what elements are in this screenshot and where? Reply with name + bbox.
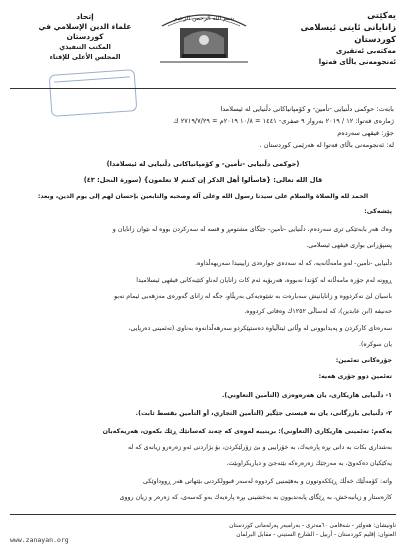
header-left-line1: إتحاد	[76, 12, 94, 21]
header-left-line3: المكتب التنفيذي	[59, 43, 111, 51]
union-logo-icon	[154, 4, 254, 64]
type-item-2: ٢- دڵنیایی بازرگانی، یان بە قیستی جێگیر (التأمین التجاري، أو التأمین بقسط ثابت).	[135, 410, 392, 417]
meta-subject: بابەت: حوكمی دڵنیایی -تأمین- و كۆمپانیاكانی دڵنیایی لە ئیسلامدا	[220, 105, 394, 113]
header-right-line2: زانایانی ئاینی ئیسلامی كوردستان	[300, 23, 396, 45]
header-divider	[10, 88, 396, 89]
header-right-line1: یەکێتی	[367, 11, 396, 21]
paragraph-line: سەرەتای كاركردن و پەیدابوونی لە وڵاتی ئیتاڵیاوە دەستپێكردو سەرهەڵدانەوە بەناوی (تەئمینی دەریایی،	[128, 325, 392, 332]
quran-verse: قال الله تعالی: {فاسألوا أهل الذكر إن كنتم لا تعلمون} (سورة النحل: ٤٣)	[83, 176, 323, 184]
logo-basmala: بسم الله الرحمن الرحيم	[173, 15, 235, 22]
meta-fatwa-number: ژمارەی فەتوا: ١٢ / ٢٠١٩ بەروار ٩ صفرى- ١٤٤١ = ١٠/٨ ٢٠١٩م = ٢٧١٩/٧/٢٩ ك	[173, 117, 394, 125]
paragraph-line: یان سوكرە).	[358, 341, 392, 348]
footer-address	[229, 522, 396, 540]
official-stamp	[49, 69, 138, 117]
types-heading: جۆرەكانی تەئمین:	[335, 357, 392, 364]
header-left-block	[30, 12, 140, 62]
footer-divider	[10, 514, 396, 515]
types-intro: تەئمین دوو جۆری هەیە:	[318, 373, 392, 380]
header-left-line4: المجلس الأعلى للإفتاء	[49, 53, 121, 61]
header-right-block	[276, 10, 396, 68]
paragraph-line: دڵنیایی -تأمین- لەو مامەڵانەیە، كە لە سەدەی جوارەدی زایینیدا سەریهەڵداوە.	[195, 260, 392, 267]
header-left-line2: علماء الدين الإسلامي في كوردستان	[38, 22, 132, 41]
footer-address-arabic: العنوان: إقليم كوردستان - أربيل - الشارع الستيني - مقابل البرلمان	[236, 532, 396, 538]
paragraph-line: پسپۆڕانی بواری فیقهی ئیسلامی.	[306, 242, 392, 249]
hamd-line: الحمد لله والصلاة والسلام على سيدنا رسول الله وعلى آله وصحبه والتابعين بإحسان لهم إلى يوم الدين، وبعد:	[37, 193, 369, 200]
meta-from: لە: ئەنجومەنی باڵای فەتوا لە هەرێمی كوردستان .	[259, 141, 394, 149]
type1-line: یەكێكیان دەكەوێ، بە مەرجێك زەرەرەكە بێتەجێ و دیاریكراوبێت.	[226, 460, 392, 467]
type1-line: كارەستار و زیانبەخش، بە ڕێگای پابەندبوون بە بەخشینی بڕە پارەیەك بەو كەسەی، كە زەرەر و زیان رووی	[119, 494, 392, 501]
website-link[interactable]: www.zanayan.org	[10, 536, 69, 544]
paragraph-line: وەك هەر بابەتێكی تری سەردەم، دڵنیایی -تأمین- جێگای مشتومڕ و قسە لە سەركردن بووە لە نێوان زانایان و	[112, 226, 392, 233]
paragraph-line: ڕوونە لەم جۆرە مامەڵانە لە كۆندا نەبووە، هەربۆیە ئەم كات زانایان لەناو كتێبەكانی فیقهی ئیسلامیدا	[136, 277, 392, 284]
type1-heading: یەكەم: تەئمینی هاریكاری (التعاوني): بریتییە لەوەی كە چەند كەسانێك ڕێك بكەون، هەریەكەیان	[102, 428, 392, 435]
footer-address-kurdish: ناونیشان: هەولێر - شەقامی ٦٠مەتری - بەرامبەر پەرلەمانی كوردستان	[229, 523, 396, 529]
type-item-1: ١- دڵنیایی هاریكاری، یان هەرەوەزی (التأمین التعاوني).	[221, 392, 392, 399]
fatwa-title: (حوكمی دڵنیایی -تأمین- و كۆمپانیاكانی دڵنیایی لە ئیسلامدا)	[106, 160, 300, 168]
paragraph-line: حەنیفە (ابن عابدین)، كە لەساڵی ١٢٥٢ك وەفاتی كردووە.	[244, 308, 392, 315]
paragraph-line: باسیان لێ نەكردووە و زانایانیش سەبارەت بە شێوەیەكی بەربڵاو، جگە لە زانای گەورەی مەزهەبی ئیمام نەبو	[114, 293, 392, 300]
header-right-line4: ئەنجومەنی باڵای فەتوا	[318, 58, 396, 66]
type1-line: واتە: كۆمەڵێك خەڵك ڕێككەوتوون و بەهێمنیی كردووە لەسەر قبوولكردنی بێتهاتی هەر ڕووداوێكی	[142, 478, 392, 485]
header-right-line3: مەكتەبی ئەنفیزی	[335, 47, 396, 55]
type1-line: بەشداری بكات بە دانی بڕە پارەیەك، بە خۆراییی و بێ زۆرلێكردن، بۆ بژاردنی ئەو زەرەرو زیانەی كە لە	[127, 444, 392, 451]
intro-heading: پێشەكی:	[364, 208, 392, 215]
meta-part: جۆر: فیقهی سەردەم	[337, 129, 394, 137]
